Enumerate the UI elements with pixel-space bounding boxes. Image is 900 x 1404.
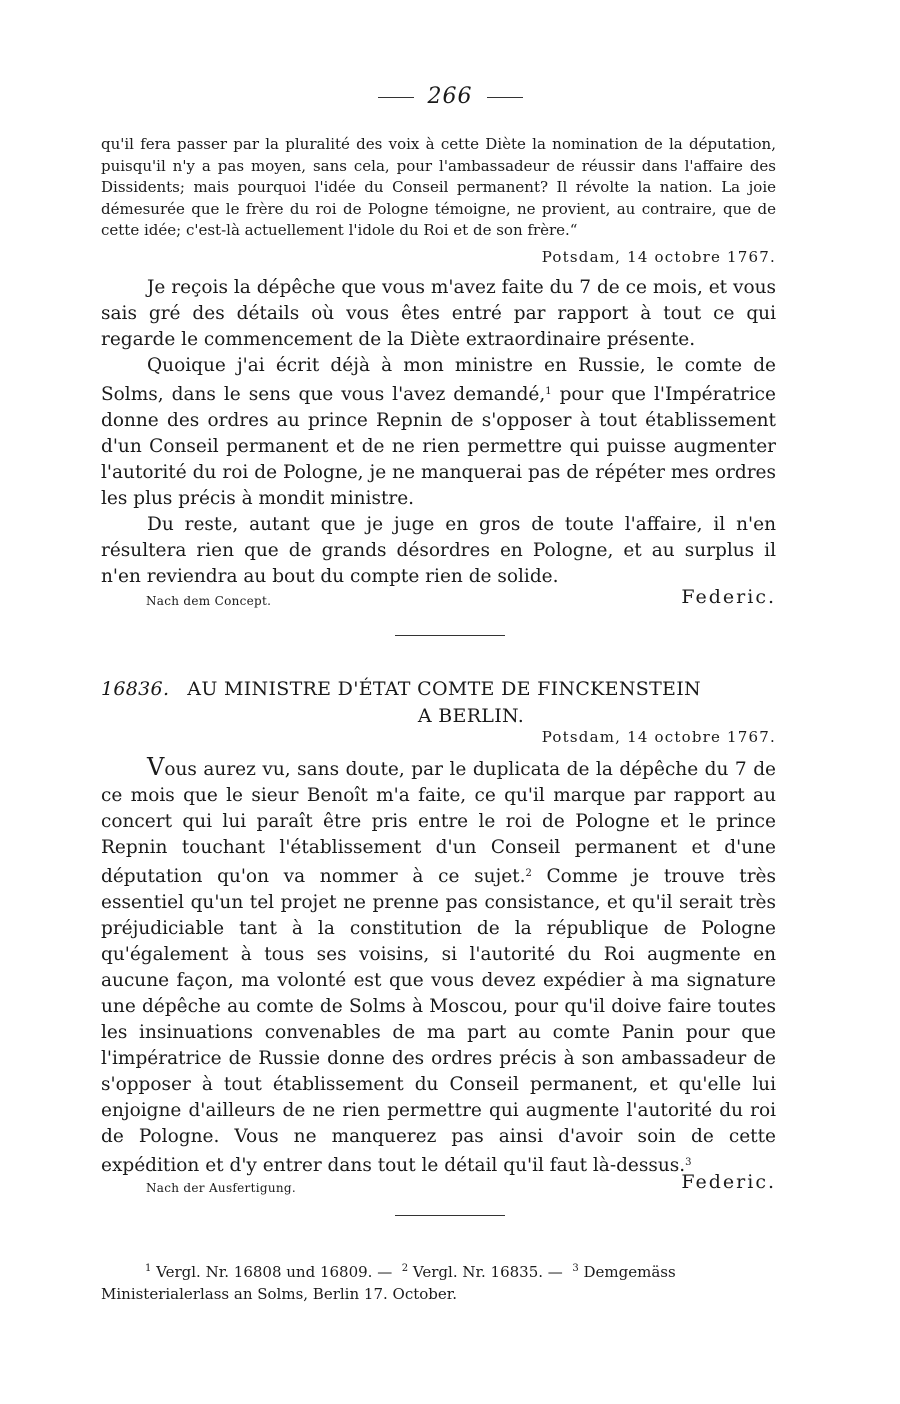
footnote-mark-1: 1 bbox=[145, 1263, 152, 1274]
letter1-signature: Federic. bbox=[681, 586, 776, 608]
dash-left bbox=[378, 97, 414, 98]
section-divider-1 bbox=[395, 635, 505, 636]
letter2-date: Potsdam, 14 octobre 1767. bbox=[541, 728, 776, 746]
page-number: 266 bbox=[427, 84, 473, 109]
letter1-paragraph-3: Du reste, autant que je juge en gros de toute l'affaire, il n'en résultera rien que de grands désordres en Pologne, et au surplus il n'en reviendra au bout du compte rien de solide. bbox=[101, 514, 776, 587]
footnote-mark-2: 2 bbox=[401, 1263, 409, 1274]
letter1-date: Potsdam, 14 octobre 1767. bbox=[541, 248, 776, 266]
letter2-heading bbox=[101, 676, 801, 730]
section-divider-2 bbox=[395, 1215, 505, 1216]
footnote-ref-2: 2 bbox=[525, 868, 532, 879]
footnote-ref-1: 1 bbox=[545, 386, 552, 397]
letter1-body bbox=[101, 275, 776, 590]
letter2-heading-line1: AU MINISTRE D'ÉTAT COMTE DE FINCKENSTEIN bbox=[187, 678, 701, 700]
dash-right bbox=[487, 97, 523, 98]
footnote-mark-3: 3 bbox=[572, 1263, 579, 1274]
page-number-header bbox=[0, 84, 900, 109]
letter2-source: Nach der Ausfertigung. bbox=[146, 1181, 296, 1195]
letter1-p2-text-b: pour que l'Impératrice donne des ordres au prince Repnin de s'opposer à tout établissement d'un Conseil permanent et de ne rien permettre qui puisse augmenter l'autorité du roi de Pologne, je ne manquerai pas de répéter mes ordres les plus précis à mondit ministre. bbox=[101, 384, 776, 509]
letter1-paragraph-2 bbox=[101, 353, 776, 512]
quoted-passage bbox=[101, 134, 776, 242]
letter2-number: 16836. bbox=[101, 678, 170, 700]
letter2-dropcap: V bbox=[147, 753, 165, 781]
letter1-source: Nach dem Concept. bbox=[146, 594, 272, 608]
letter1-paragraph-1: Je reçois la dépêche que vous m'avez faite du 7 de ce mois, et vous sais gré des détails où vous êtes entré par rapport à tout ce qui regarde le commencement de la Diète extraordinaire présente. bbox=[101, 277, 776, 350]
letter2-body bbox=[101, 754, 776, 1179]
footnotes-line-1 bbox=[101, 1258, 801, 1283]
letter2-heading-line2: A BERLIN. bbox=[417, 705, 525, 727]
letter1-p2-text-a: Quoique j'ai écrit déjà à mon ministre en Russie, le comte de Solms, dans le sens que vous l'avez demandé, bbox=[101, 355, 776, 405]
footnote-1: Vergl. Nr. 16808 und 16809. — bbox=[156, 1263, 393, 1281]
footnote-ref-3: 3 bbox=[685, 1157, 692, 1168]
letter2-paragraph bbox=[101, 754, 776, 1179]
footnote-3-a: Demgemäss bbox=[583, 1263, 676, 1281]
letter2-text-a: ous aurez vu, sans doute, par le duplicata de la dépêche du 7 de ce mois que le sieur Benoît m'a faite, ce qu'il marque par rapport au concert qui lui paraît être pris entre le roi de Pologne et le prince Repnin touchant l'établissement d'un Conseil permanent et d'une députation qu'on va nommer à ce sujet. bbox=[101, 759, 776, 887]
quote-text: qu'il fera passer par la pluralité des voix à cette Diète la nomination de la députation, puisqu'il n'y a pas moyen, sans cela, pour l'ambassadeur de réussir dans l'affaire des Dissidents; mais pourquoi l'idée du Conseil permanent? Il révolte la nation. La joie démesurée que le frère du roi de Pologne témoigne, ne provient, au contraire, que de cette idée; c'est-là actuellement l'idole du Roi et de son frère.“ bbox=[101, 135, 776, 239]
letter2-signature: Federic. bbox=[681, 1171, 776, 1193]
footnote-3-b: Ministerialerlass an Solms, Berlin 17. October. bbox=[101, 1285, 458, 1303]
footnote-2: Vergl. Nr. 16835. — bbox=[412, 1263, 563, 1281]
footnotes bbox=[101, 1258, 801, 1305]
letter2-text-b: Comme je trouve très essentiel qu'un tel projet ne prenne pas consistance, et qu'il serait très préjudiciable tant à la constitution de la république de Pologne qu'également à tous ses voisins, si l'autorité du Roi augmente en aucune façon, ma volonté est que vous devez expédier à ma signature une dépêche au comte de Solms à Moscou, pour qu'il doive faire toutes les insinuations convenables de ma part au comte Panin pour que l'impératrice de Russie donne des ordres précis à son ambassadeur de s'opposer à tout établissement du Conseil permanent, et qu'elle lui enjoigne d'ailleurs de ne rien permettre qui augmente l'autorité du roi de Pologne. Vous ne manquerez pas ainsi d'avoir soin de cette expédition et d'y entrer dans tout le détail qu'il faut là-dessus. bbox=[101, 866, 776, 1176]
